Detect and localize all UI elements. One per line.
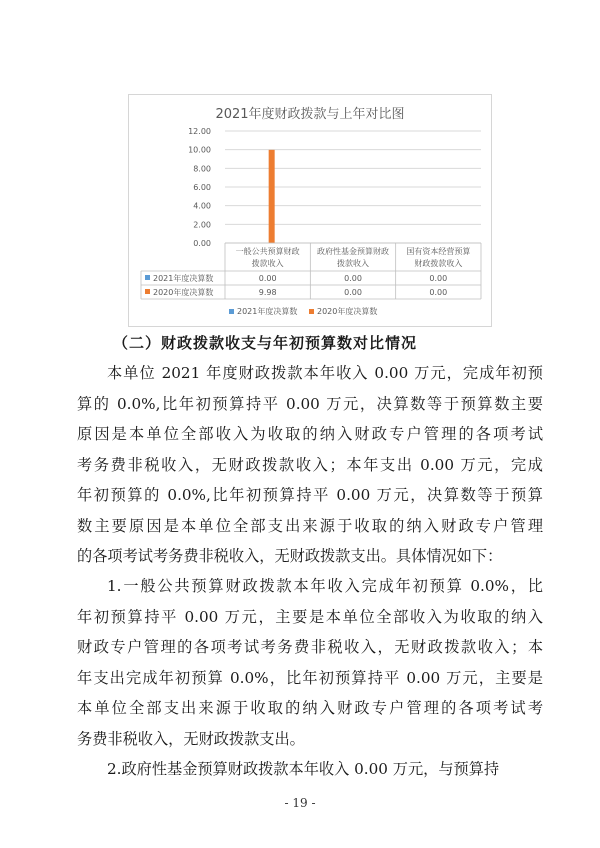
table-legend-key (145, 275, 150, 280)
table-value: 0.00 (344, 274, 362, 283)
paragraph-line: 原因是本单位全部收入为收取的纳入财政专户管理的各项考试 (77, 425, 543, 443)
table-value: 0.00 (429, 274, 448, 283)
paragraph-line: 本单位全部支出来源于收取的纳入财政专户管理的各项考试考 (77, 699, 543, 717)
table-value: 0.00 (429, 288, 448, 297)
legend-key (229, 309, 234, 314)
paragraph-line: 务费非税收入，无财政拨款支出。 (77, 729, 305, 748)
y-tick-label: 2.00 (193, 220, 211, 230)
chart-container (128, 94, 492, 327)
legend-label: 2020年度决算数 (317, 307, 378, 316)
paragraph-line: 1.一般公共预算财政拨款本年收入完成年初预算 0.0%，比 (107, 577, 543, 595)
table-value: 9.98 (258, 288, 277, 297)
paragraph-line: 数主要原因是本单位全部支出来源于收取的纳入财政专户管理 (77, 516, 543, 535)
y-tick-label: 6.00 (193, 183, 211, 192)
legend-label: 2021年度决算数 (237, 307, 298, 316)
table-legend-key (145, 289, 150, 294)
paragraph-line: 的各项考试考务费非税收入，无财政拨款支出。具体情况如下： (77, 547, 503, 565)
paragraph-line: 本单位 2021 年度财政拨款本年收入 0.00 万元，完成年初预 (107, 364, 543, 382)
y-tick-label: 0.00 (193, 239, 211, 248)
paragraph-line: 考务费非税收入，无财政拨款收入；本年支出 0.00 万元，完成 (77, 455, 543, 474)
category-label: 政府性基金预算财政 (317, 247, 389, 256)
table-value: 0.00 (344, 288, 362, 297)
paragraph-line: 算的 0.0%,比年初预算持平 0.00 万元，决算数等于预算数主要 (77, 394, 543, 413)
y-tick-label: 8.00 (193, 164, 211, 174)
category-label: 拨款收入 (337, 259, 369, 268)
paragraph-3 (77, 754, 543, 785)
y-tick-label: 12.00 (188, 127, 211, 136)
paragraph-line: 年支出完成年初预算 0.0%，比年初预算持平 0.00 万元，主要是 (77, 668, 543, 687)
page-number: - 19 - (284, 796, 316, 810)
category-label: 一般公共预算财政 (235, 247, 300, 256)
paragraph-line: 财政专户管理的各项考试考务费非税收入，无财政拨款收入；本 (77, 638, 543, 656)
chart-title: 2021年度财政拨款与上年对比图 (215, 107, 405, 122)
category-label: 拨款收入 (251, 259, 284, 268)
bar-chart (129, 95, 491, 326)
y-tick-label: 10.00 (188, 145, 211, 155)
category-label: 财政拨款收入 (414, 259, 463, 268)
table-value: 0.00 (258, 274, 277, 283)
bar (269, 150, 275, 243)
paragraph-line: 2.政府性基金预算财政拨款本年收入 0.00 万元，与预算持 (107, 760, 500, 778)
paragraph-1 (77, 358, 543, 572)
section-heading: （二）财政拨款收支与年初预算数对比情况 (113, 334, 418, 352)
paragraph-2 (77, 571, 543, 754)
paragraph-line: 年初预算的 0.0%,比年初预算持平 0.00 万元，决算数等于预算 (77, 486, 543, 504)
y-tick-label: 4.00 (193, 201, 211, 211)
category-label: 国有资本经营预算 (406, 247, 471, 256)
legend-key (309, 309, 314, 314)
table-series-name: 2020年度决算数 (153, 288, 214, 297)
paragraph-line: 年初预算持平 0.00 万元，主要是本单位全部收入为收取的纳入 (77, 607, 543, 626)
table-series-name: 2021年度决算数 (153, 274, 214, 283)
